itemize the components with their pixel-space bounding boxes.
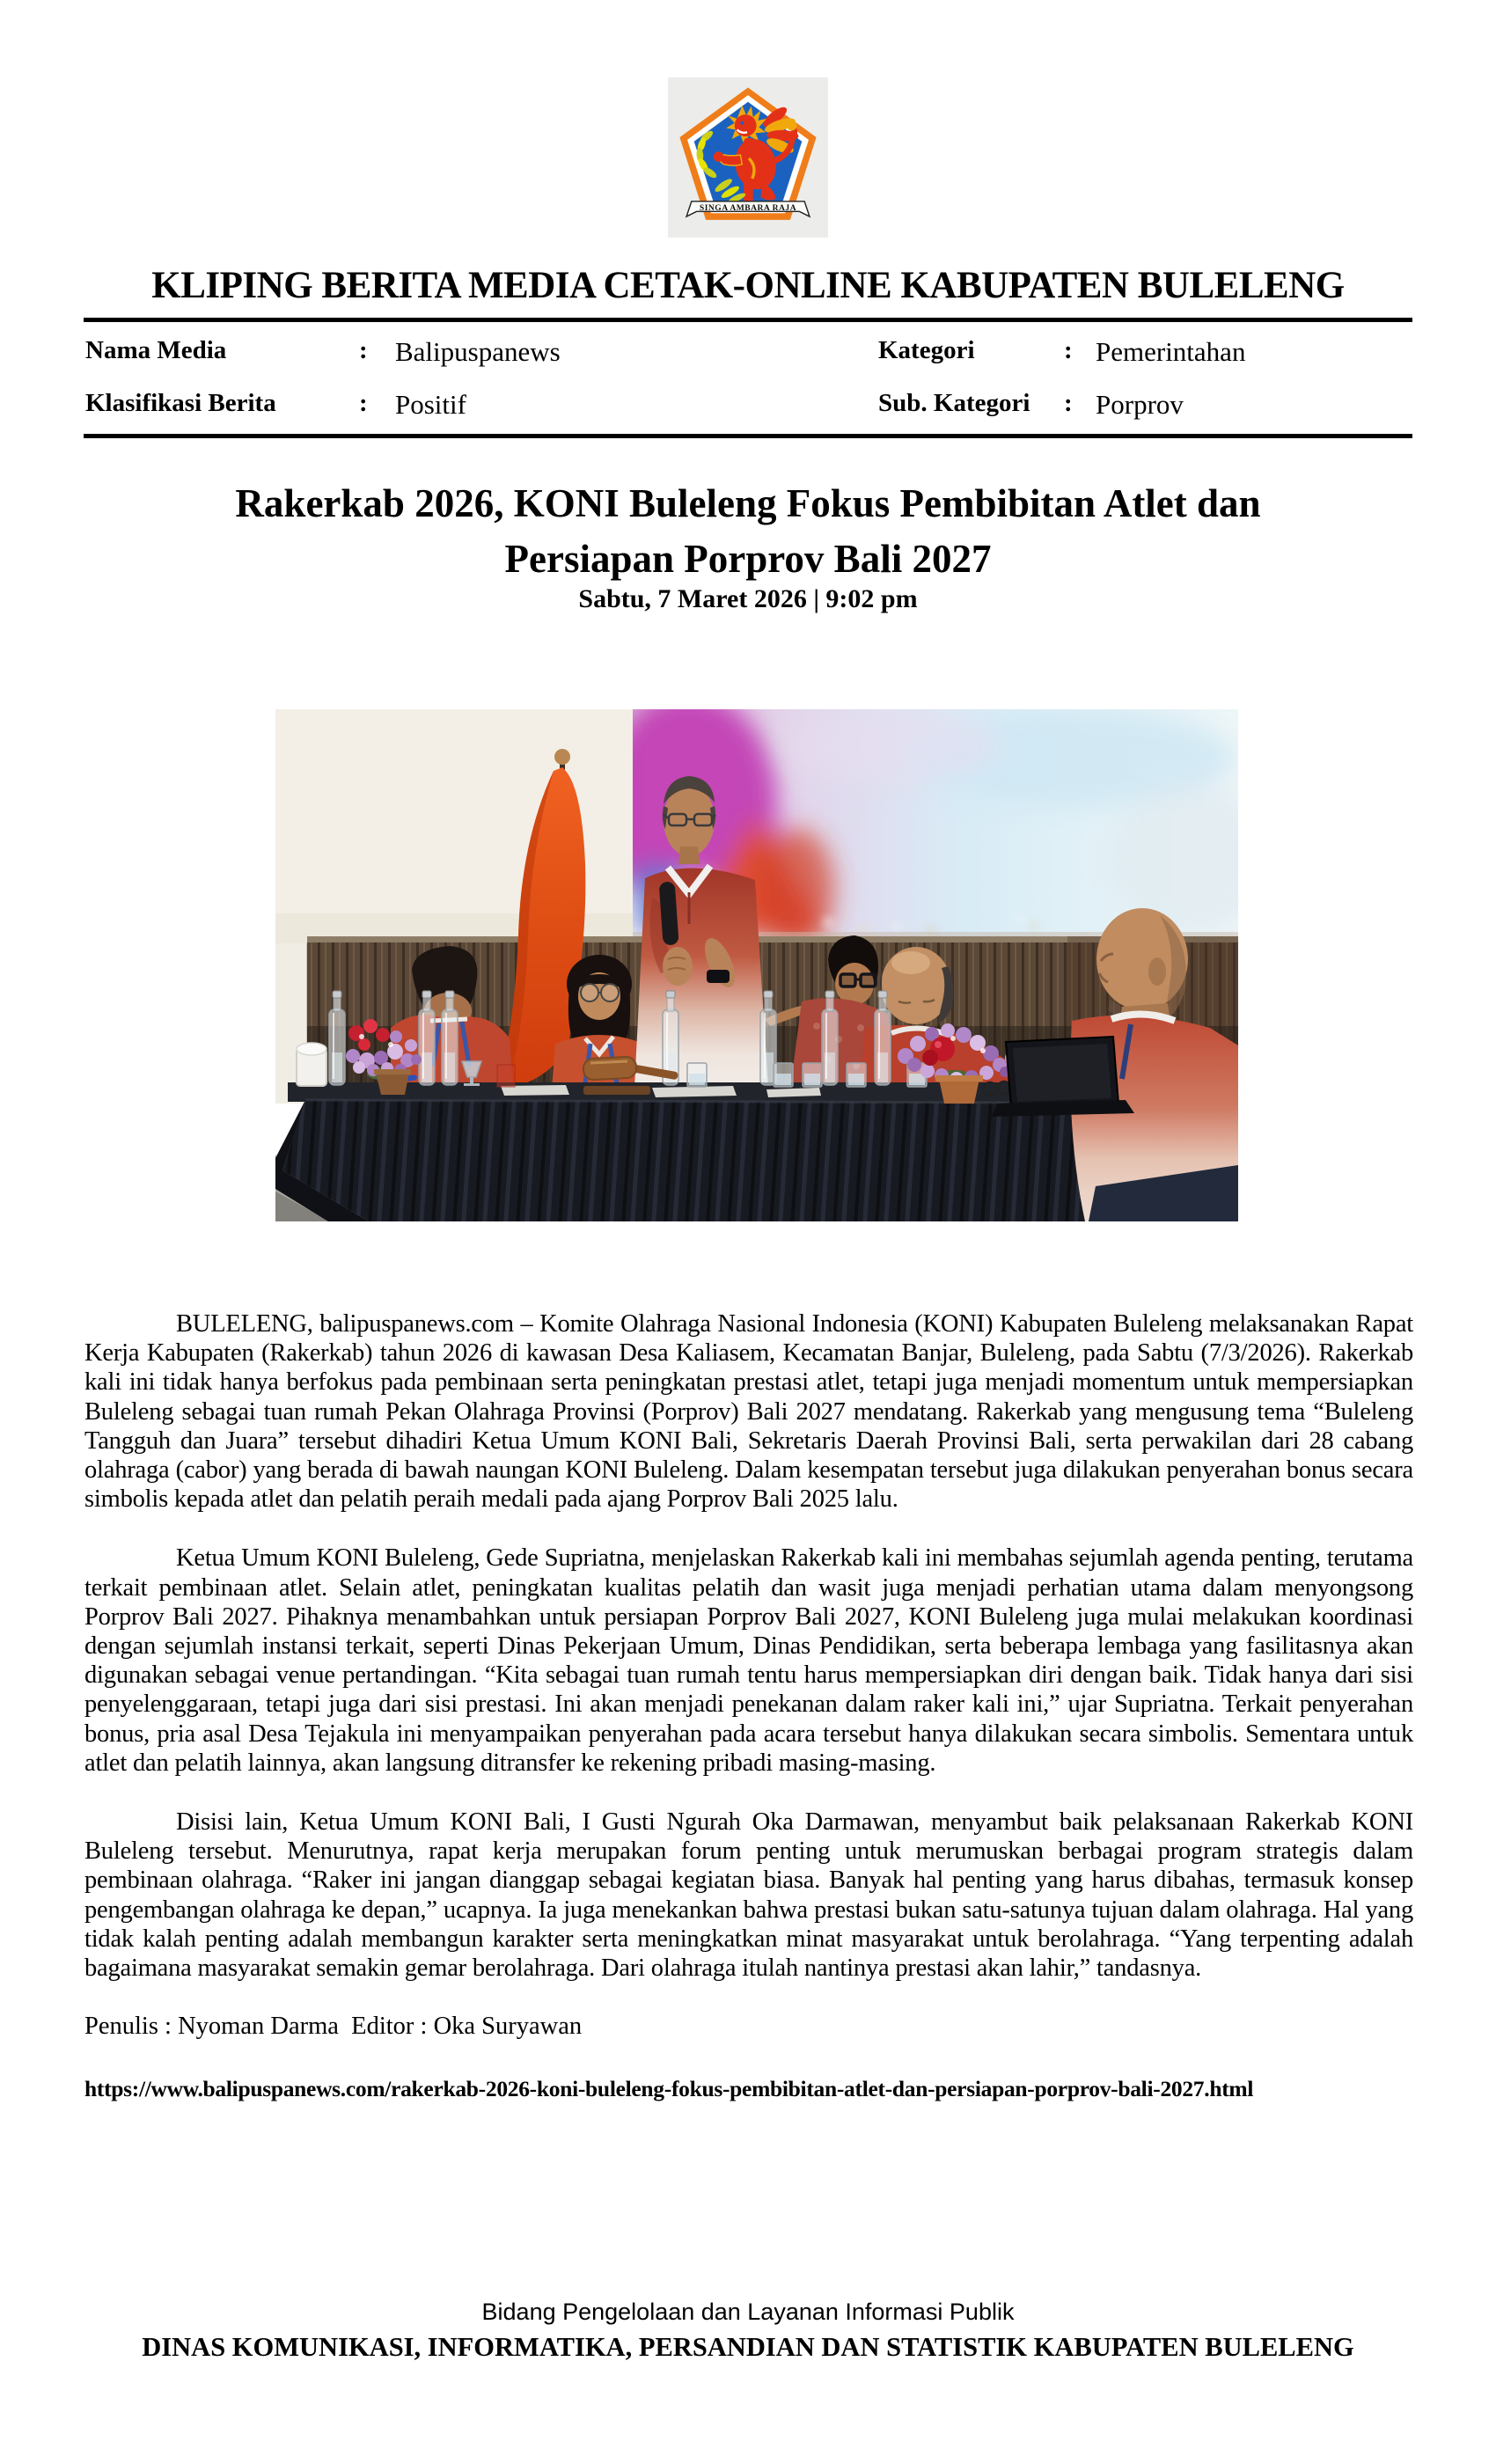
page-title: KLIPING BERITA MEDIA CETAK-ONLINE KABUPATEN BULELENG bbox=[151, 265, 1345, 306]
meta-row-1 bbox=[85, 336, 1412, 375]
laptop bbox=[992, 1037, 1134, 1117]
body-paragraph: Disisi lain, Ketua Umum KONI Bali, I Gusti Ngurah Oka Darmawan, menyambut baik pelaksanaan Rakerkab KONI Buleleng tersebut. Menurutnya, rapat kerja merupakan forum penting untuk merumuskan berbagai program strategis dalam pembinaan olahraga. “Raker ini jangan dianggap sebagai kegiatan biasa. Banyak hal penting yang harus dibahas, termasuk konsep pengembangan olahraga ke depan,” ucapnya. Ia juga menekankan bahwa prestasi bukan satu-satunya tujuan dalam olahraga. Hal yang tidak kalah penting adalah membangun karakter serta meningkatkan minat masyarakat untuk berolahraga. “Yang terpenting adalah bagaimana masyarakat semakin gemar berolahraga. Dari olahraga itulah nantinya prestasi akan lahir,” tandasnya. bbox=[84, 1808, 1413, 1983]
klasifikasi-label: Klasifikasi Berita bbox=[85, 389, 276, 417]
kategori-value: Pemerintahan bbox=[1096, 336, 1246, 367]
footer-agency: DINAS KOMUNIKASI, INFORMATIKA, PERSANDIAN DAN STATISTIK KABUPATEN BULELENG bbox=[142, 2332, 1354, 2362]
logo-banner-text: SINGA AMBARA RAJA bbox=[699, 202, 797, 213]
meta-row-2 bbox=[85, 389, 1412, 428]
divider-top bbox=[84, 318, 1412, 322]
colon: : bbox=[359, 389, 368, 417]
colon: : bbox=[359, 336, 368, 364]
kategori-label: Kategori bbox=[878, 336, 975, 364]
klasifikasi-value: Positif bbox=[395, 389, 466, 420]
article-datetime: Sabtu, 7 Maret 2026 | 9:02 pm bbox=[578, 584, 918, 613]
buleleng-logo bbox=[668, 77, 828, 239]
nama-media-value: Balipuspanews bbox=[395, 336, 561, 367]
source-url: https://www.balipuspanews.com/rakerkab-2026-koni-buleleng-fokus-pembibitan-atlet-dan-persiapan-porprov-bali-2027.html bbox=[84, 2076, 1254, 2101]
divider-bottom bbox=[84, 434, 1412, 438]
article-body bbox=[84, 1309, 1413, 2013]
colon: : bbox=[1064, 336, 1073, 364]
sub-kategori-label: Sub. Kategori bbox=[878, 389, 1030, 417]
body-paragraph: BULELENG, balipuspanews.com – Komite Olahraga Nasional Indonesia (KONI) Kabupaten Buleleng melaksanakan Rapat Kerja Kabupaten (Rakerkab) tahun 2026 di kawasan Desa Kaliasem, Kecamatan Banjar, Buleleng, pada Sabtu (7/3/2026). Rakerkab kali ini tidak hanya berfokus pada pembinaan serta peningkatan prestasi atlet, tetapi juga menjadi momentum untuk mempersiapkan Buleleng sebagai tuan rumah Pekan Olahraga Provinsi (Porprov) Bali 2027 mendatang. Rakerkab yang mengusung tema “Buleleng Tangguh dan Juara” tersebut dihadiri Ketua Umum KONI Bali, Sekretaris Daerah Provinsi Bali, serta perwakilan dari 28 cabang olahraga (cabor) yang berada di bawah naungan KONI Buleleng. Dalam kesempatan tersebut juga dilakukan penyerahan bonus secara simbolis kepada atlet dan pelatih peraih medali pada ajang Porprov Bali 2025 lalu. bbox=[84, 1310, 1413, 1514]
article-photo bbox=[275, 709, 1238, 1221]
article-title-line1: Rakerkab 2026, KONI Buleleng Fokus Pembibitan Atlet dan bbox=[235, 481, 1261, 525]
sub-kategori-value: Porprov bbox=[1096, 389, 1184, 420]
article-title bbox=[0, 476, 1496, 587]
body-paragraph: Ketua Umum KONI Buleleng, Gede Supriatna, menjelaskan Rakerkab kali ini membahas sejumlah agenda penting, terutama terkait pembinaan atlet. Selain atlet, peningkatan kualitas pelatih dan wasit juga menjadi perhatian utama dalam menyongsong Porprov Bali 2027. Pihaknya menambahkan untuk persiapan Porprov Bali 2027, KONI Buleleng juga mulai melakukan koordinasi dengan sejumlah instansi terkait, seperti Dinas Pekerjaan Umum, Dinas Pendidikan, serta beberapa lembaga yang fasilitasnya akan digunakan sebagai venue pertandingan. “Kita sebagai tuan rumah tentu harus mempersiapkan diri dengan baik. Tidak hanya dari sisi penyelenggaraan, tetapi juga dari sisi prestasi. Ini akan menjadi penekanan dalam raker kali ini,” ujar Supriatna. Terkait penyerahan bonus, pria asal Desa Tejakula ini menyampaikan penyerahan pada acara tersebut hanya dilakukan secara simbolis. Sementara untuk atlet dan pelatih lainnya, akan langsung ditransfer ke rekening pribadi masing-masing. bbox=[84, 1544, 1413, 1777]
footer-division: Bidang Pengelolaan dan Layanan Informasi Publik bbox=[481, 2299, 1015, 2325]
byline: Penulis : Nyoman Darma Editor : Oka Suryawan bbox=[84, 2013, 583, 2040]
colon: : bbox=[1064, 389, 1073, 417]
article-title-line2: Persiapan Porprov Bali 2027 bbox=[504, 537, 992, 581]
nama-media-label: Nama Media bbox=[85, 336, 227, 364]
buleleng-crest-icon bbox=[668, 77, 828, 238]
